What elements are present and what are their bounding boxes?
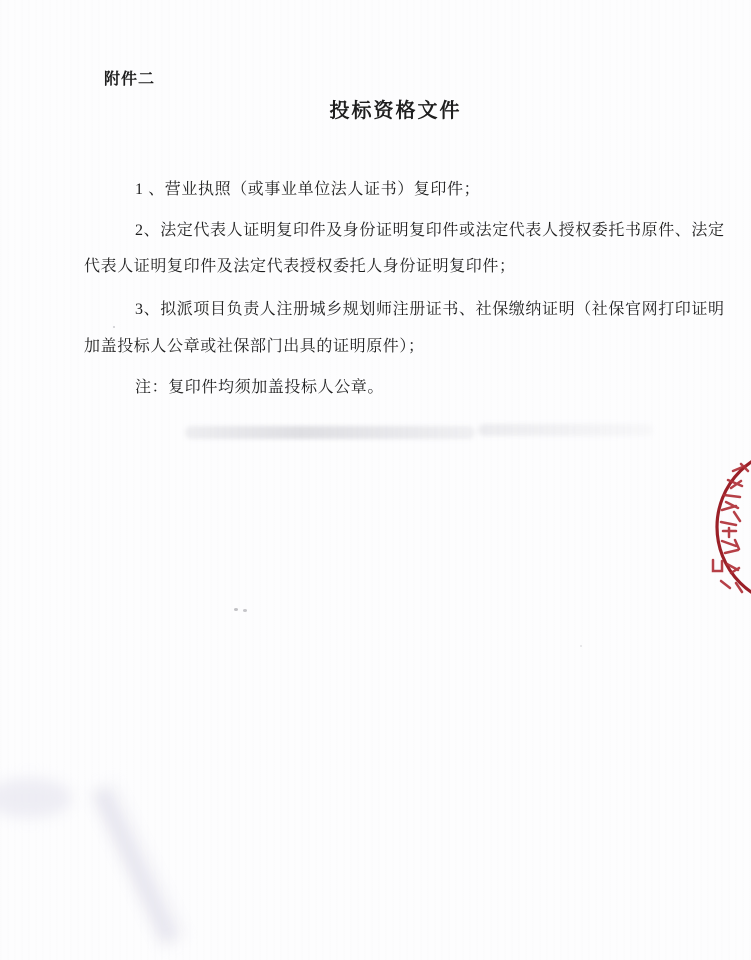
item-2-line-1: 2、法定代表人证明复印件及身份证明复印件或法定代表人授权委托书原件、法定 [135,222,725,239]
page-curl-shadow-corner [0,778,72,818]
bleedthrough-smudge [185,426,475,439]
item-1-line-1: 1 、营业执照（或事业单位法人证书）复印件； [135,181,481,198]
item-3-line-1: 3、拟派项目负责人注册城乡规划师注册证书、社保缴纳证明（社保官网打印证明 [135,301,725,318]
attachment-label: 附件二 [104,71,156,88]
page-curl-shadow-band [92,783,185,945]
scan-speck [580,645,582,647]
red-seal-stamp [700,440,751,615]
page-title: 投标资格文件 [329,100,462,122]
item-3-line-2: 加盖投标人公章或社保部门出具的证明原件）； [84,338,425,355]
note-line: 注：复印件均须加盖投标人公章。 [135,379,385,396]
item-2-line-2: 代表人证明复印件及法定代表授权委托人身份证明复印件； [84,258,516,275]
scan-speck [243,609,247,612]
scan-speck [113,326,115,328]
scan-speck [234,608,238,611]
bleedthrough-smudge-tail [478,424,653,436]
